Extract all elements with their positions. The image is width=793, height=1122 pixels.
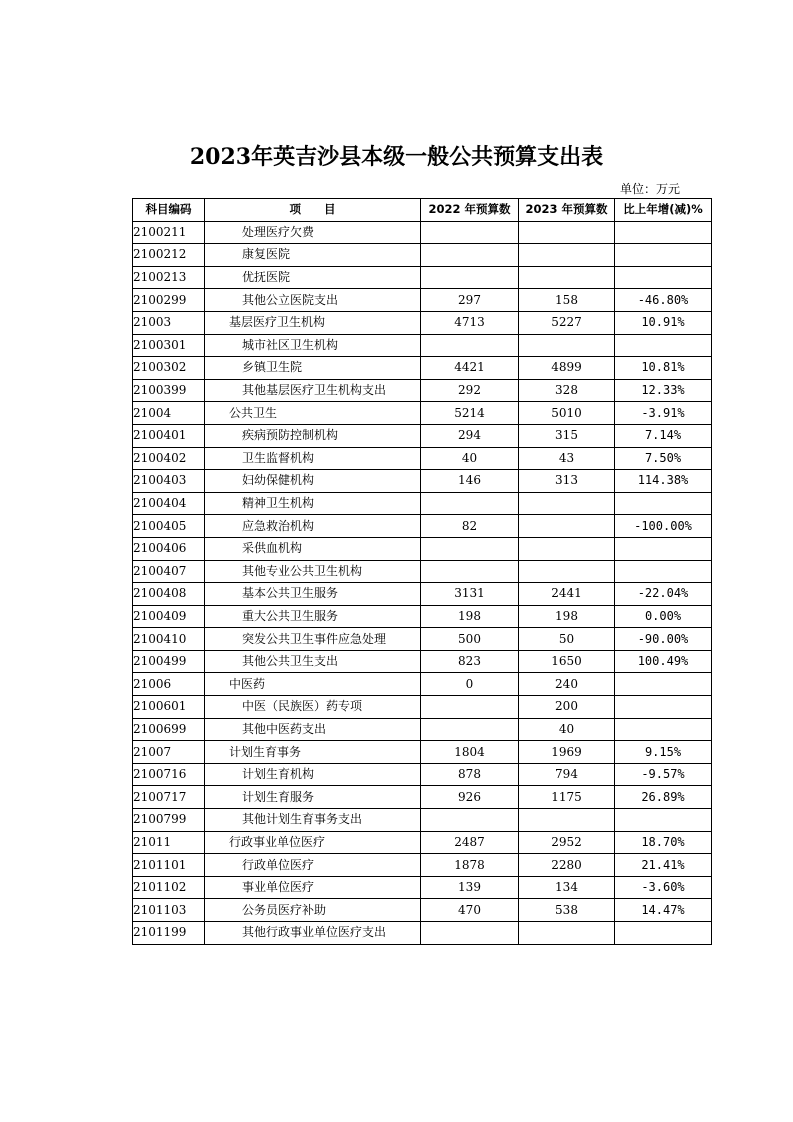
cell-budget-2022: 878 [421,763,519,786]
cell-budget-2023: 2441 [519,583,615,606]
cell-item: 其他公立医院支出 [205,289,421,312]
cell-code: 2100301 [133,334,205,357]
cell-code: 2100213 [133,266,205,289]
cell-item: 计划生育服务 [205,786,421,809]
cell-item: 妇幼保健机构 [205,470,421,493]
cell-item: 突发公共卫生事件应急处理 [205,628,421,651]
table-row [133,244,712,267]
page-title: 2023年英吉沙县本级一般公共预算支出表 [189,144,604,170]
table-row [133,650,712,673]
cell-item: 中医药 [205,673,421,696]
cell-change [615,696,712,719]
table-row [133,402,712,425]
cell-change: -3.91% [615,402,712,425]
cell-code: 2100409 [133,605,205,628]
cell-budget-2022: 294 [421,424,519,447]
cell-item: 事业单位医疗 [205,876,421,899]
header-change: 比上年增(减)% [615,199,712,222]
cell-change: 21.41% [615,854,712,877]
cell-budget-2023: 40 [519,718,615,741]
table-row [133,289,712,312]
table-row [133,447,712,470]
cell-change: 10.81% [615,357,712,380]
table-row [133,266,712,289]
cell-item: 其他行政事业单位医疗支出 [205,922,421,945]
cell-item: 其他计划生育事务支出 [205,809,421,832]
cell-item: 重大公共卫生服务 [205,605,421,628]
table-row [133,831,712,854]
cell-budget-2023 [519,922,615,945]
cell-budget-2022: 146 [421,470,519,493]
cell-change: -90.00% [615,628,712,651]
cell-code: 2100408 [133,583,205,606]
cell-change: -46.80% [615,289,712,312]
table-body [133,221,712,944]
cell-budget-2023: 158 [519,289,615,312]
cell-budget-2022 [421,718,519,741]
table-row [133,470,712,493]
cell-budget-2022: 500 [421,628,519,651]
cell-code: 21007 [133,741,205,764]
cell-budget-2023: 794 [519,763,615,786]
cell-code: 2100401 [133,424,205,447]
table-row [133,492,712,515]
cell-budget-2022: 1878 [421,854,519,877]
cell-code: 21011 [133,831,205,854]
cell-code: 2100399 [133,379,205,402]
cell-code: 21006 [133,673,205,696]
cell-change: 9.15% [615,741,712,764]
cell-item: 精神卫生机构 [205,492,421,515]
cell-budget-2023: 313 [519,470,615,493]
cell-budget-2022 [421,266,519,289]
cell-budget-2023: 1175 [519,786,615,809]
cell-change [615,334,712,357]
cell-item: 优抚医院 [205,266,421,289]
cell-budget-2023 [519,266,615,289]
cell-budget-2023 [519,560,615,583]
table-row [133,311,712,334]
cell-code: 2100410 [133,628,205,651]
cell-change [615,221,712,244]
cell-item: 基本公共卫生服务 [205,583,421,606]
cell-change [615,922,712,945]
cell-budget-2022 [421,922,519,945]
cell-budget-2022: 40 [421,447,519,470]
cell-budget-2022: 297 [421,289,519,312]
cell-item: 应急救治机构 [205,515,421,538]
cell-budget-2023: 50 [519,628,615,651]
cell-change [615,244,712,267]
cell-change: 10.91% [615,311,712,334]
cell-budget-2023: 198 [519,605,615,628]
cell-change: 14.47% [615,899,712,922]
cell-budget-2023 [519,244,615,267]
table-row [133,854,712,877]
cell-change: 114.38% [615,470,712,493]
cell-item: 其他专业公共卫生机构 [205,560,421,583]
cell-budget-2022 [421,537,519,560]
cell-change: 18.70% [615,831,712,854]
cell-code: 21004 [133,402,205,425]
cell-item: 计划生育事务 [205,741,421,764]
cell-code: 2100406 [133,537,205,560]
table-row [133,628,712,651]
cell-item: 疾病预防控制机构 [205,424,421,447]
table-row [133,922,712,945]
cell-budget-2023: 1650 [519,650,615,673]
table-row [133,515,712,538]
cell-item: 计划生育机构 [205,763,421,786]
cell-code: 2101102 [133,876,205,899]
cell-budget-2022: 4713 [421,311,519,334]
table-header-row [133,199,712,222]
cell-budget-2022: 926 [421,786,519,809]
table-row [133,763,712,786]
cell-budget-2023: 2952 [519,831,615,854]
cell-change [615,492,712,515]
cell-budget-2022: 4421 [421,357,519,380]
header-item: 项 目 [205,199,421,222]
unit-label: 单位：万元 [620,182,681,196]
cell-budget-2022: 82 [421,515,519,538]
cell-item: 康复医院 [205,244,421,267]
table-row [133,718,712,741]
cell-code: 2100405 [133,515,205,538]
cell-change: 12.33% [615,379,712,402]
cell-budget-2023: 2280 [519,854,615,877]
cell-code: 2100404 [133,492,205,515]
cell-code: 2100499 [133,650,205,673]
cell-budget-2022 [421,560,519,583]
cell-budget-2022 [421,244,519,267]
table-row [133,583,712,606]
cell-budget-2022 [421,809,519,832]
cell-item: 处理医疗欠费 [205,221,421,244]
cell-item: 其他基层医疗卫生机构支出 [205,379,421,402]
cell-budget-2023: 5227 [519,311,615,334]
table-row [133,741,712,764]
cell-code: 2101199 [133,922,205,945]
cell-item: 卫生监督机构 [205,447,421,470]
cell-change: 100.49% [615,650,712,673]
cell-budget-2022: 0 [421,673,519,696]
cell-budget-2023: 43 [519,447,615,470]
header-code: 科目编码 [133,199,205,222]
cell-change: 26.89% [615,786,712,809]
table-row [133,673,712,696]
cell-change [615,673,712,696]
cell-item: 公共卫生 [205,402,421,425]
cell-code: 2100601 [133,696,205,719]
cell-budget-2023: 200 [519,696,615,719]
cell-change [615,809,712,832]
table-row [133,379,712,402]
cell-budget-2022 [421,334,519,357]
table-row [133,876,712,899]
cell-code: 2100699 [133,718,205,741]
cell-budget-2023: 240 [519,673,615,696]
cell-code: 2100402 [133,447,205,470]
cell-item: 其他中医药支出 [205,718,421,741]
cell-budget-2022 [421,696,519,719]
table-row [133,221,712,244]
table-row [133,696,712,719]
cell-budget-2023: 4899 [519,357,615,380]
cell-change [615,537,712,560]
cell-change [615,718,712,741]
cell-item: 中医（民族医）药专项 [205,696,421,719]
table-row [133,560,712,583]
cell-budget-2023: 538 [519,899,615,922]
cell-change: -22.04% [615,583,712,606]
cell-budget-2023 [519,809,615,832]
cell-change: 7.50% [615,447,712,470]
cell-budget-2023: 5010 [519,402,615,425]
cell-budget-2023: 315 [519,424,615,447]
table-row [133,537,712,560]
cell-budget-2022: 292 [421,379,519,402]
cell-code: 2100799 [133,809,205,832]
cell-budget-2023: 328 [519,379,615,402]
cell-budget-2023 [519,492,615,515]
cell-change [615,560,712,583]
cell-budget-2023 [519,537,615,560]
cell-code: 2100717 [133,786,205,809]
cell-item: 采供血机构 [205,537,421,560]
header-budget-2022: 2022 年预算数 [421,199,519,222]
cell-code: 2100302 [133,357,205,380]
cell-budget-2022: 2487 [421,831,519,854]
cell-change: 0.00% [615,605,712,628]
cell-budget-2022: 198 [421,605,519,628]
cell-change [615,266,712,289]
table-row [133,334,712,357]
cell-change: 7.14% [615,424,712,447]
cell-code: 2100211 [133,221,205,244]
cell-code: 2101103 [133,899,205,922]
cell-item: 乡镇卫生院 [205,357,421,380]
cell-code: 21003 [133,311,205,334]
cell-budget-2023: 134 [519,876,615,899]
cell-code: 2100299 [133,289,205,312]
budget-table [132,198,712,945]
cell-code: 2100212 [133,244,205,267]
cell-code: 2100407 [133,560,205,583]
cell-budget-2022: 3131 [421,583,519,606]
cell-budget-2023 [519,334,615,357]
cell-budget-2022: 470 [421,899,519,922]
cell-budget-2023 [519,515,615,538]
cell-budget-2022: 139 [421,876,519,899]
table-row [133,424,712,447]
cell-item: 公务员医疗补助 [205,899,421,922]
cell-budget-2022: 1804 [421,741,519,764]
cell-code: 2101101 [133,854,205,877]
table-row [133,809,712,832]
cell-item: 基层医疗卫生机构 [205,311,421,334]
cell-change: -9.57% [615,763,712,786]
cell-change: -3.60% [615,876,712,899]
cell-budget-2023 [519,221,615,244]
header-budget-2023: 2023 年预算数 [519,199,615,222]
cell-code: 2100403 [133,470,205,493]
table-row [133,899,712,922]
table-row [133,605,712,628]
cell-budget-2022: 823 [421,650,519,673]
cell-code: 2100716 [133,763,205,786]
cell-item: 行政事业单位医疗 [205,831,421,854]
cell-item: 城市社区卫生机构 [205,334,421,357]
cell-item: 行政单位医疗 [205,854,421,877]
table-row [133,786,712,809]
cell-budget-2023: 1969 [519,741,615,764]
cell-budget-2022 [421,492,519,515]
cell-budget-2022: 5214 [421,402,519,425]
cell-budget-2022 [421,221,519,244]
table-row [133,357,712,380]
cell-item: 其他公共卫生支出 [205,650,421,673]
cell-change: -100.00% [615,515,712,538]
